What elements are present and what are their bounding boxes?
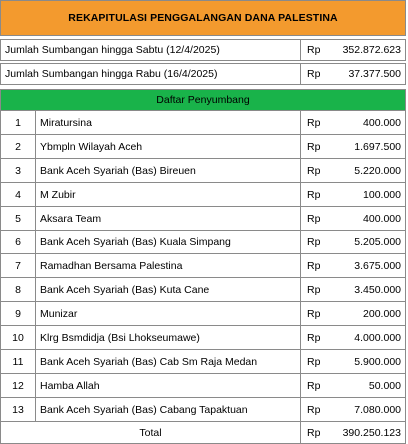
- donor-number: 4: [0, 183, 36, 207]
- donor-amount: 3.675.000: [341, 254, 406, 278]
- summary-label: Jumlah Sumbangan hingga Sabtu (12/4/2025): [0, 39, 301, 61]
- summary-label: Jumlah Sumbangan hingga Rabu (16/4/2025): [0, 63, 301, 85]
- donor-amount: 100.000: [341, 183, 406, 207]
- donor-number: 1: [0, 111, 36, 135]
- donor-name: Bank Aceh Syariah (Bas) Kuala Simpang: [36, 231, 301, 254]
- donor-number: 2: [0, 135, 36, 159]
- donor-name: Hamba Allah: [36, 374, 301, 398]
- donor-name: Bank Aceh Syariah (Bas) Bireuen: [36, 159, 301, 183]
- summary-currency: Rp: [301, 39, 341, 61]
- donor-currency: Rp: [301, 302, 341, 326]
- donor-name: Munizar: [36, 302, 301, 326]
- donor-number: 8: [0, 278, 36, 302]
- donor-name: Ramadhan Bersama Palestina: [36, 254, 301, 278]
- donor-name: M Zubir: [36, 183, 301, 207]
- total-label: Total: [0, 422, 301, 444]
- donor-name: Ybmpln Wilayah Aceh: [36, 135, 301, 159]
- donor-amount: 400.000: [341, 207, 406, 231]
- donor-currency: Rp: [301, 350, 341, 374]
- total-currency: Rp: [301, 422, 341, 444]
- donor-currency: Rp: [301, 111, 341, 135]
- section-header: Daftar Penyumbang: [0, 89, 406, 111]
- donor-amount: 5.900.000: [341, 350, 406, 374]
- donor-number: 11: [0, 350, 36, 374]
- donor-number: 10: [0, 326, 36, 350]
- donor-currency: Rp: [301, 231, 341, 254]
- donor-number: 5: [0, 207, 36, 231]
- donor-number: 13: [0, 398, 36, 422]
- donor-currency: Rp: [301, 398, 341, 422]
- donor-amount: 4.000.000: [341, 326, 406, 350]
- sheet-title: REKAPITULASI PENGGALANGAN DANA PALESTINA: [0, 0, 406, 36]
- donor-currency: Rp: [301, 326, 341, 350]
- donor-number: 3: [0, 159, 36, 183]
- donor-currency: Rp: [301, 374, 341, 398]
- donor-amount: 400.000: [341, 111, 406, 135]
- donor-amount: 7.080.000: [341, 398, 406, 422]
- donor-number: 7: [0, 254, 36, 278]
- donor-name: Aksara Team: [36, 207, 301, 231]
- total-amount: 390.250.123: [341, 422, 406, 444]
- donor-number: 9: [0, 302, 36, 326]
- summary-currency: Rp: [301, 63, 341, 85]
- donor-currency: Rp: [301, 207, 341, 231]
- donor-amount: 5.205.000: [341, 231, 406, 254]
- donor-number: 12: [0, 374, 36, 398]
- donor-currency: Rp: [301, 183, 341, 207]
- donor-currency: Rp: [301, 278, 341, 302]
- summary-amount: 352.872.623: [341, 39, 406, 61]
- donor-currency: Rp: [301, 135, 341, 159]
- donor-currency: Rp: [301, 159, 341, 183]
- donor-name: Klrg Bsmdidja (Bsi Lhokseumawe): [36, 326, 301, 350]
- donor-name: Miratursina: [36, 111, 301, 135]
- donor-name: Bank Aceh Syariah (Bas) Cabang Tapaktuan: [36, 398, 301, 422]
- donor-currency: Rp: [301, 254, 341, 278]
- donor-amount: 50.000: [341, 374, 406, 398]
- donor-amount: 5.220.000: [341, 159, 406, 183]
- donor-number: 6: [0, 231, 36, 254]
- summary-amount: 37.377.500: [341, 63, 406, 85]
- donor-amount: 1.697.500: [341, 135, 406, 159]
- donor-amount: 3.450.000: [341, 278, 406, 302]
- donor-name: Bank Aceh Syariah (Bas) Cab Sm Raja Medan: [36, 350, 301, 374]
- donor-amount: 200.000: [341, 302, 406, 326]
- donor-name: Bank Aceh Syariah (Bas) Kuta Cane: [36, 278, 301, 302]
